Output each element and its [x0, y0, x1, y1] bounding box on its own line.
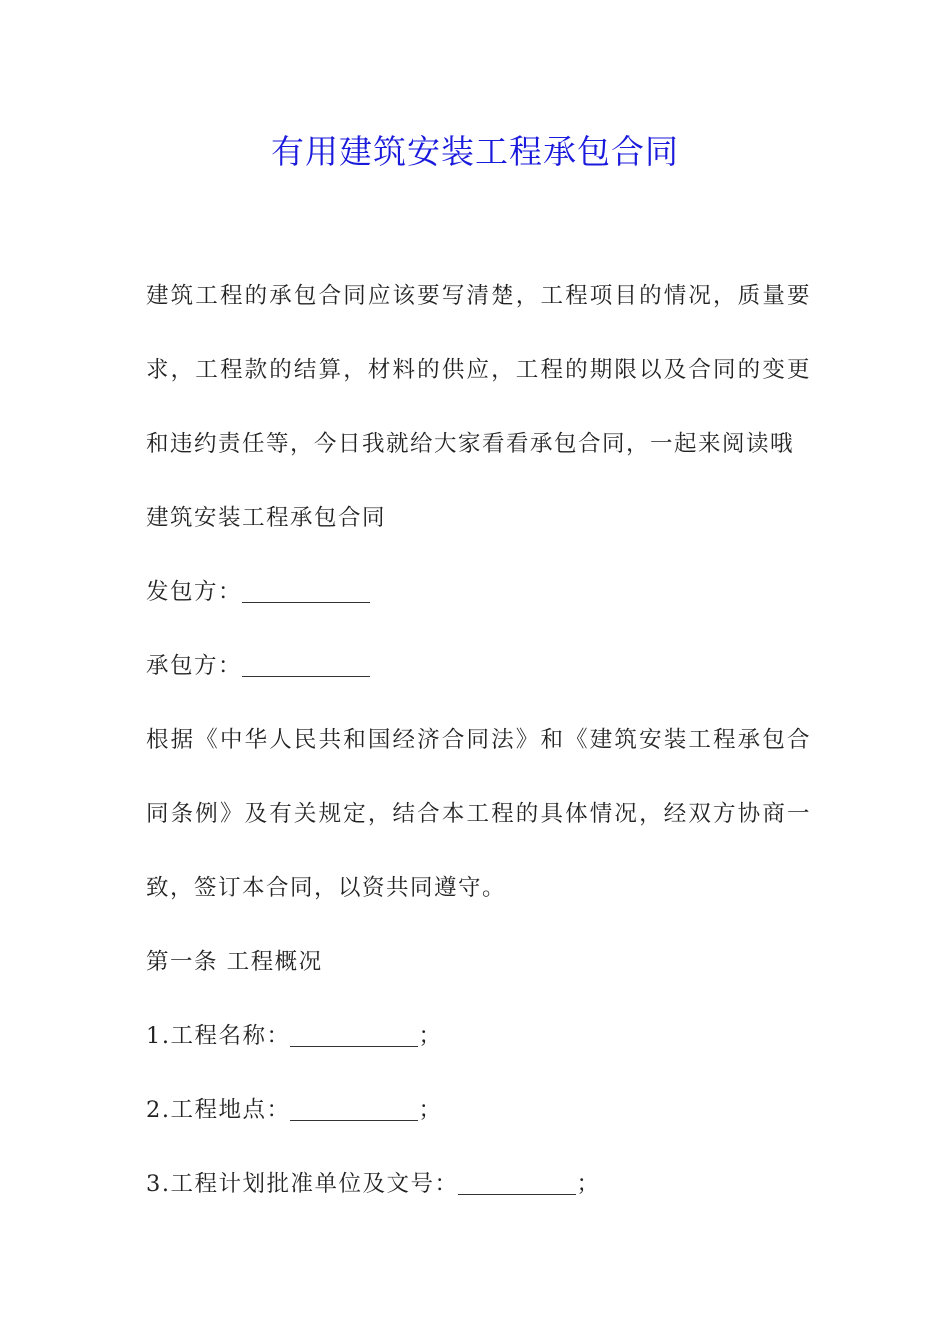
item-3-line [146, 1147, 811, 1221]
party-b-label: 承包方： [146, 653, 243, 679]
item-2-label: 2.工程地点： [146, 1097, 291, 1123]
item-2-line [146, 1073, 811, 1147]
item-1-end: ； [418, 1023, 443, 1049]
item-1-blank [290, 1046, 418, 1047]
item-1-label: 1.工程名称： [146, 1023, 291, 1049]
item-1-line [146, 999, 811, 1073]
contract-heading: 建筑安装工程承包合同 [146, 505, 387, 531]
item-3-end: ； [576, 1171, 601, 1197]
item-3-blank [458, 1194, 576, 1195]
party-b-line [146, 629, 811, 703]
article-1-heading: 第一条 工程概况 [146, 949, 323, 975]
document-body [146, 259, 811, 1221]
item-2-end: ； [418, 1097, 443, 1123]
document-title: 有用建筑安装工程承包合同 [271, 132, 679, 171]
party-a-label: 发包方： [146, 579, 243, 605]
party-b-blank [242, 676, 370, 677]
basis-paragraph: 根据《中华人民共和国经济合同法》和《建筑安装工程承包合同条例》及有关规定，结合本工程的具体情况，经双方协商一致，签订本合同，以资共同遵守。 [146, 727, 811, 901]
item-2-blank [290, 1120, 418, 1121]
party-a-blank [242, 602, 370, 603]
item-3-label: 3.工程计划批准单位及文号： [146, 1171, 459, 1197]
intro-paragraph: 建筑工程的承包合同应该要写清楚，工程项目的情况，质量要求，工程款的结算，材料的供应，工程的期限以及合同的变更和违约责任等，今日我就给大家看看承包合同，一起来阅读哦 [146, 283, 811, 457]
party-a-line [146, 555, 811, 629]
